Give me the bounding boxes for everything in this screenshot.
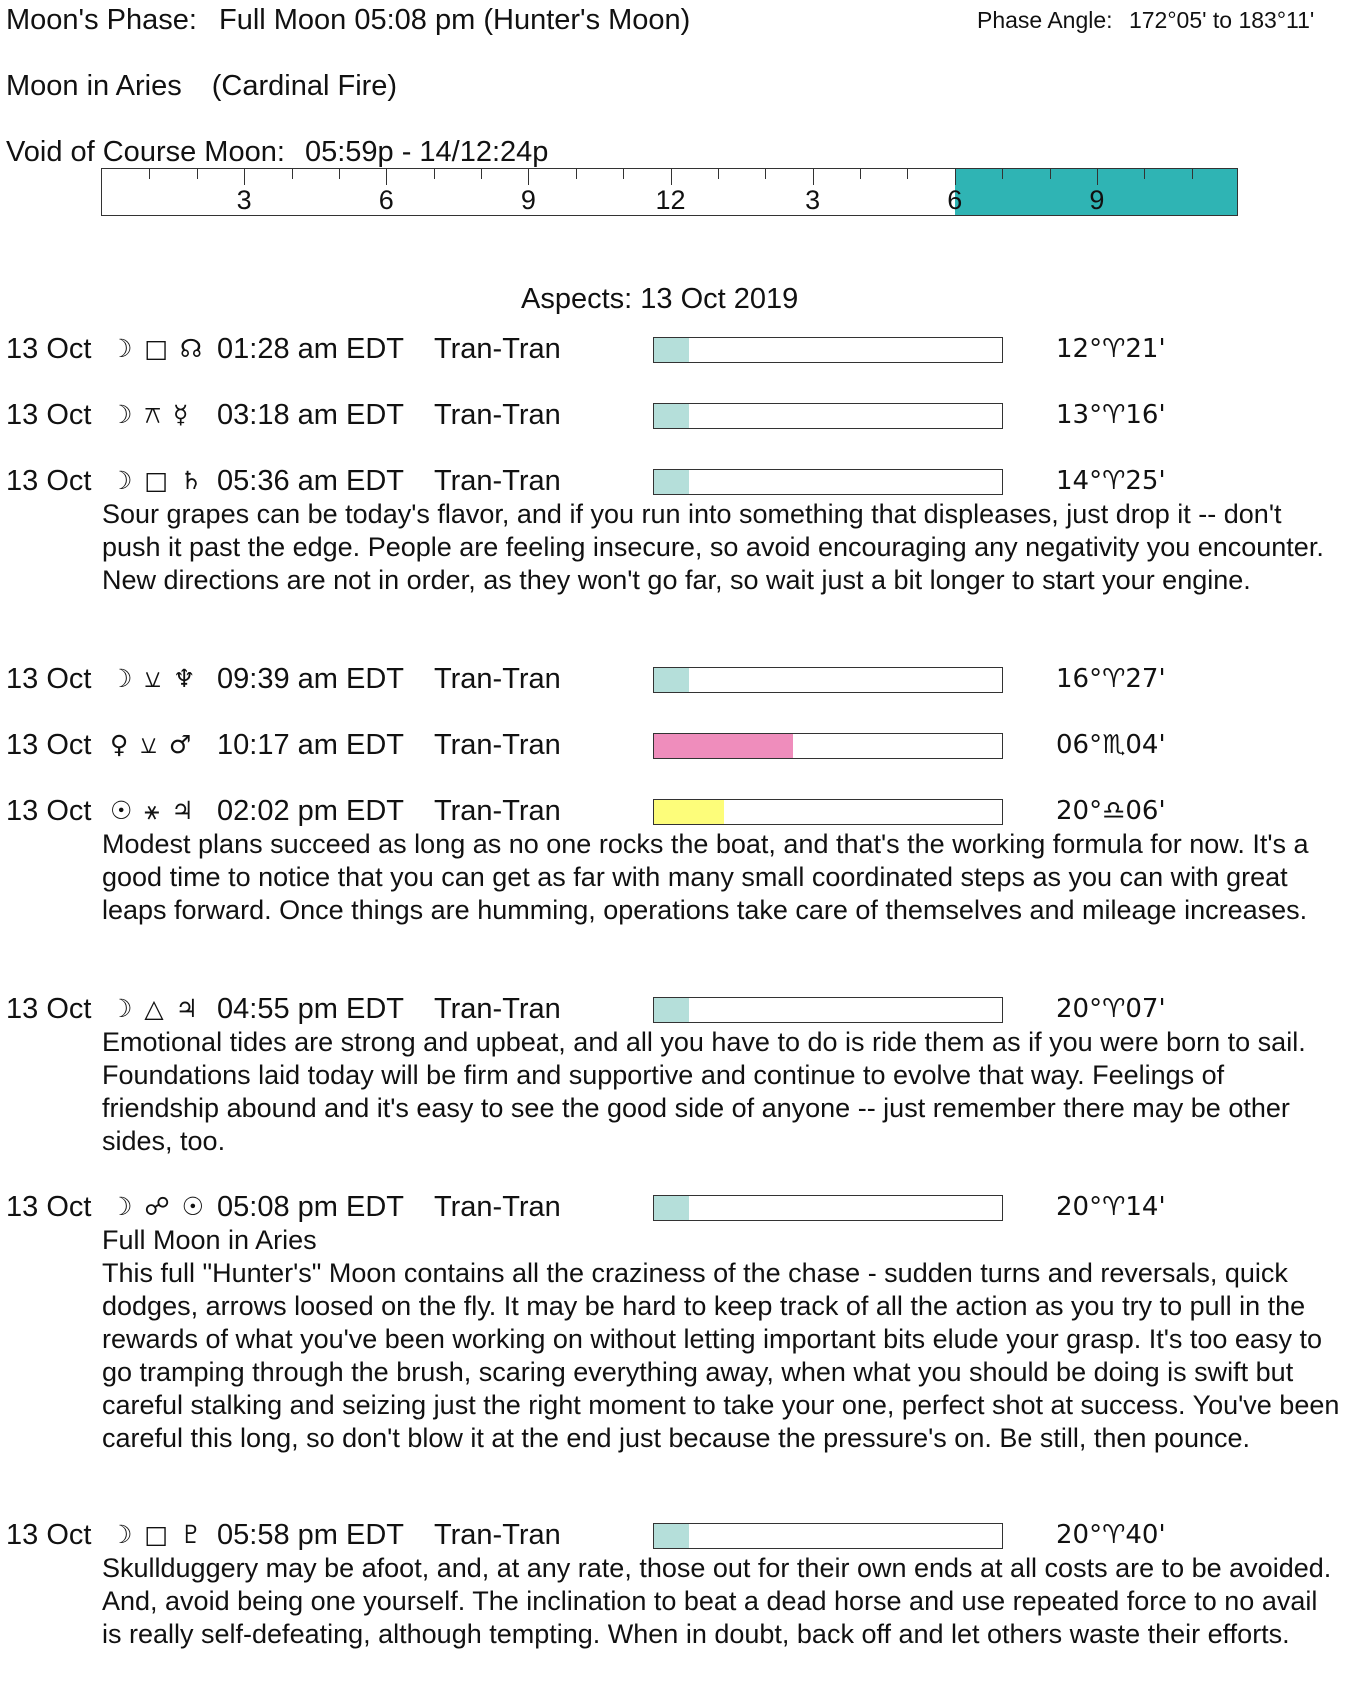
timeline-hour-label: 9 xyxy=(520,185,536,215)
aspect-time: 04:55 pm EDT xyxy=(217,993,404,1025)
aspect-glyphs-icon: ☽ ⚺ ♆ xyxy=(110,664,198,693)
aspect-type: Tran-Tran xyxy=(434,333,561,365)
phase-angle-label: Phase Angle: xyxy=(977,7,1113,33)
aspect-position: 20°♈40' xyxy=(1056,1520,1166,1550)
aspect-position: 20°♈14' xyxy=(1056,1192,1166,1222)
aspect-time: 02:02 pm EDT xyxy=(217,795,404,827)
timeline-tick xyxy=(955,169,956,185)
aspect-position: 12°♈21' xyxy=(1056,334,1166,364)
aspect-strength-fill xyxy=(654,1196,689,1220)
aspect-date: 13 Oct xyxy=(6,993,92,1025)
aspect-row xyxy=(0,794,1364,828)
phase-angle-value: 172°05' to 183°11' xyxy=(1128,7,1315,33)
aspect-type: Tran-Tran xyxy=(434,399,561,431)
aspect-type: Tran-Tran xyxy=(434,663,561,695)
aspect-row xyxy=(0,398,1364,432)
aspect-type: Tran-Tran xyxy=(434,1519,561,1551)
aspect-glyphs-icon: ☽ △ ♃ xyxy=(110,994,200,1023)
aspect-row xyxy=(0,1518,1364,1552)
aspect-glyphs-icon: ♀ ⚺ ♂ xyxy=(110,730,194,759)
aspect-row xyxy=(0,1190,1364,1224)
aspect-strength-fill xyxy=(654,734,793,758)
timeline-tick xyxy=(1002,169,1003,179)
aspect-row xyxy=(0,332,1364,366)
aspect-glyphs-icon: ☽ □ ♇ xyxy=(110,1520,205,1549)
aspect-row xyxy=(0,662,1364,696)
timeline-tick xyxy=(339,169,340,179)
aspect-row xyxy=(0,992,1364,1026)
aspect-row xyxy=(0,464,1364,498)
aspect-strength-bar xyxy=(653,337,1003,363)
aspect-strength-bar xyxy=(653,997,1003,1023)
timeline-tick xyxy=(860,169,861,179)
aspect-strength-fill xyxy=(654,404,689,428)
void-value: 05:59p - 14/12:24p xyxy=(304,136,549,168)
timeline-hour-label: 9 xyxy=(1089,185,1105,215)
aspect-description-text: Emotional tides are strong and upbeat, and all you have to do is ride them as if you were born to sail. Foundations laid today will be firm and supportive and continue to evolve that way. Feelings of friendship abound and it's easy to see the good side of anyone -- just remember there may be other sides, too. xyxy=(102,1027,1306,1156)
aspects-title: Aspects: 13 Oct 2019 xyxy=(521,283,799,315)
timeline-tick xyxy=(1050,169,1051,179)
timeline-tick xyxy=(1097,169,1098,185)
moon-element: (Cardinal Fire) xyxy=(211,70,398,102)
void-of-course-timeline xyxy=(101,168,1238,216)
moon-sign-line xyxy=(6,69,397,103)
aspect-position: 20°♈07' xyxy=(1056,994,1166,1024)
timeline-tick xyxy=(292,169,293,179)
void-label: Void of Course Moon: xyxy=(6,136,285,168)
aspect-description-text: This full "Hunter's" Moon contains all the craziness of the chase - sudden turns and reversals, quick dodges, arrows loosed on the fly. It may be hard to keep track of all the action as you try to pull in the rewards of what you've been working on without letting important bits elude your grasp. It's too easy to go tramping through the brush, scaring everything away, when what you should be doing is swift but careful stalking and seizing just the right moment to take your one, perfect shot at success. You've been careful this long, so don't blow it at the end just because the pressure's on. Be still, then pounce. xyxy=(102,1258,1340,1453)
aspect-type: Tran-Tran xyxy=(434,465,561,497)
aspect-strength-bar xyxy=(653,1523,1003,1549)
aspect-date: 13 Oct xyxy=(6,333,92,365)
aspect-position: 13°♈16' xyxy=(1056,400,1166,430)
moon-phase-line xyxy=(6,3,690,37)
timeline-tick xyxy=(1192,169,1193,179)
aspect-description-text: Skullduggery may be afoot, and, at any rate, those out for their own ends at all costs are to be avoided. And, avoid being one yourself. The inclination to beat a dead horse and use repeated force to no avail is really self-defeating, although tempting. When in doubt, back off and let others waste their efforts. xyxy=(102,1553,1332,1649)
aspect-strength-fill xyxy=(654,338,689,362)
timeline-tick xyxy=(765,169,766,179)
aspect-type: Tran-Tran xyxy=(434,1191,561,1223)
timeline-hour-label: 3 xyxy=(805,185,821,215)
timeline-tick xyxy=(149,169,150,179)
aspect-time: 05:58 pm EDT xyxy=(217,1519,404,1551)
aspect-date: 13 Oct xyxy=(6,795,92,827)
aspect-strength-bar xyxy=(653,667,1003,693)
aspect-position: 14°♈25' xyxy=(1056,466,1166,496)
aspect-type: Tran-Tran xyxy=(434,729,561,761)
aspect-date: 13 Oct xyxy=(6,1191,92,1223)
aspect-time: 03:18 am EDT xyxy=(217,399,404,431)
aspect-description-text: Sour grapes can be today's flavor, and if you run into something that displeases, just drop it -- don't push it past the edge. People are feeling insecure, so avoid encouraging any negativity you encounter. New directions are not in order, as they won't go far, so wait just a bit longer to start your engine. xyxy=(102,499,1324,595)
timeline-hour-label: 3 xyxy=(236,185,252,215)
aspect-date: 13 Oct xyxy=(6,465,92,497)
aspect-date: 13 Oct xyxy=(6,663,92,695)
aspect-position: 16°♈27' xyxy=(1056,664,1166,694)
aspect-position: 06°♏04' xyxy=(1056,730,1166,760)
timeline-hour-label: 12 xyxy=(655,185,686,215)
timeline-tick xyxy=(813,169,814,185)
aspect-description-title: Full Moon in Aries xyxy=(102,1225,317,1255)
timeline-tick xyxy=(386,169,387,185)
aspect-type: Tran-Tran xyxy=(434,795,561,827)
timeline-hour-label: 6 xyxy=(947,185,963,215)
timeline-tick xyxy=(718,169,719,179)
aspect-time: 01:28 am EDT xyxy=(217,333,404,365)
aspect-date: 13 Oct xyxy=(6,399,92,431)
aspect-description-text: Modest plans succeed as long as no one rocks the boat, and that's the working formula for now. It's a good time to notice that you can get as far with many small coordinated steps as you can with great leaps forward. Once things are humming, operations take care of themselves and mileage increases. xyxy=(102,829,1309,925)
aspect-row xyxy=(0,728,1364,762)
aspect-description xyxy=(102,1224,1342,1455)
aspect-type: Tran-Tran xyxy=(434,993,561,1025)
aspect-glyphs-icon: ☽ ☍ ☉ xyxy=(110,1192,207,1221)
aspect-glyphs-icon: ☽ □ ☊ xyxy=(110,334,205,363)
aspect-description xyxy=(102,498,1342,597)
aspect-time: 05:36 am EDT xyxy=(217,465,404,497)
aspect-strength-fill xyxy=(654,668,689,692)
timeline-tick xyxy=(576,169,577,179)
void-of-course-line xyxy=(6,135,548,169)
timeline-hour-label: 6 xyxy=(378,185,394,215)
moon-phase-label: Moon's Phase: xyxy=(6,4,197,36)
aspect-glyphs-icon: ☉ ⚹ ♃ xyxy=(110,796,196,825)
timeline-tick xyxy=(197,169,198,179)
aspect-position: 20°♎06' xyxy=(1056,796,1166,826)
aspect-strength-bar xyxy=(653,1195,1003,1221)
aspect-time: 05:08 pm EDT xyxy=(217,1191,404,1223)
aspect-time: 10:17 am EDT xyxy=(217,729,404,761)
moon-sign: Moon in Aries xyxy=(6,70,182,102)
timeline-tick xyxy=(907,169,908,179)
aspect-glyphs-icon: ☽ □ ♄ xyxy=(110,466,205,495)
aspect-strength-fill xyxy=(654,470,689,494)
timeline-tick xyxy=(244,169,245,185)
phase-angle xyxy=(977,7,1314,34)
aspect-strength-bar xyxy=(653,799,1003,825)
aspect-description xyxy=(102,1026,1342,1158)
timeline-tick xyxy=(481,169,482,179)
moon-phase-value: Full Moon 05:08 pm (Hunter's Moon) xyxy=(218,4,691,36)
aspect-date: 13 Oct xyxy=(6,1519,92,1551)
aspect-strength-bar xyxy=(653,469,1003,495)
aspect-date: 13 Oct xyxy=(6,729,92,761)
aspect-strength-fill xyxy=(654,800,724,824)
aspect-strength-bar xyxy=(653,403,1003,429)
aspect-strength-fill xyxy=(654,998,689,1022)
timeline-tick xyxy=(623,169,624,179)
aspect-strength-fill xyxy=(654,1524,689,1548)
aspect-strength-bar xyxy=(653,733,1003,759)
aspect-time: 09:39 am EDT xyxy=(217,663,404,695)
aspect-description xyxy=(102,1552,1342,1651)
aspect-glyphs-icon: ☽ ⚻ ☿ xyxy=(110,400,191,429)
timeline-tick xyxy=(528,169,529,185)
timeline-tick xyxy=(671,169,672,185)
timeline-tick xyxy=(1144,169,1145,179)
aspect-description xyxy=(102,828,1342,927)
timeline-tick xyxy=(434,169,435,179)
